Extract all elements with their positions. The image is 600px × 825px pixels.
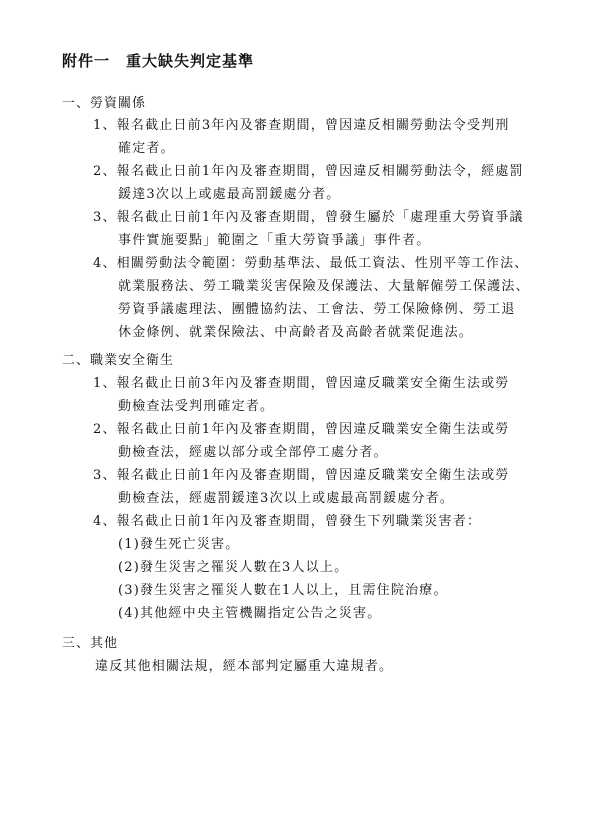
safety-item-4-sub-3: (3)發生災害之罹災人數在1人以上，且需住院治療。 [118,583,448,598]
safety-item-2-line-2: 動檢查法，經處以部分或全部停工處分者。 [118,445,388,460]
labor-item-4-line-1: 4、相關勞動法令範圍：勞動基準法、最低工資法、性別平等工作法、 [93,256,529,271]
safety-item-4-sub-2: (2)發生災害之罹災人數在3人以上。 [118,560,349,575]
other-body-text: 違反其他相關法規，經本部判定屬重大違規者。 [95,659,394,674]
safety-item-1-line-2: 動檢查法受判刑確定者。 [118,399,275,414]
labor-item-3-line-2: 事件實施要點」範圍之「重大勞資爭議」事件者。 [118,233,431,248]
safety-item-4-sub-1: (1)發生死亡災害。 [118,537,240,552]
labor-item-2-line-2: 鍰達3次以上或處最高罰鍰處分者。 [118,187,341,202]
document-title: 附件一 重大缺失判定基準 [62,52,255,70]
labor-item-2-line-1: 2、報名截止日前1年內及審查期間，曾因違反相關勞動法令，經處罰 [93,164,524,179]
section-heading-other: 三、其他 [62,636,119,651]
safety-item-2-line-1: 2、報名截止日前1年內及審查期間，曾因違反職業安全衛生法或勞 [93,422,510,437]
safety-item-1-line-1: 1、報名截止日前3年內及審查期間，曾因違反職業安全衛生法或勞 [93,376,510,391]
safety-item-4-line-1: 4、報名截止日前1年內及審查期間，曾發生下列職業災害者： [93,514,482,529]
section-heading-labor-relations: 一、勞資關係 [62,96,147,111]
safety-item-3-line-1: 3、報名截止日前1年內及審查期間，曾因違反職業安全衛生法或勞 [93,468,510,483]
safety-item-3-line-2: 動檢查法，經處罰鍰達3次以上或處最高罰鍰處分者。 [118,491,455,506]
labor-item-3-line-1: 3、報名截止日前1年內及審查期間，曾發生屬於「處理重大勞資爭議 [93,210,524,225]
labor-item-1-line-2: 確定者。 [118,141,175,156]
labor-item-1-line-1: 1、報名截止日前3年內及審查期間，曾因違反相關勞動法令受判刑 [93,118,510,133]
safety-item-4-sub-4: (4)其他經中央主管機關指定公告之災害。 [118,606,382,621]
labor-item-4-line-2: 就業服務法、勞工職業災害保險及保護法、大量解僱勞工保護法、 [118,279,530,294]
section-heading-occupational-safety: 二、職業安全衛生 [62,353,175,368]
labor-item-4-line-3: 勞資爭議處理法、團體協約法、工會法、勞工保險條例、勞工退 [118,302,516,317]
labor-item-4-line-4: 休金條例、就業保險法、中高齡者及高齡者就業促進法。 [118,325,474,340]
